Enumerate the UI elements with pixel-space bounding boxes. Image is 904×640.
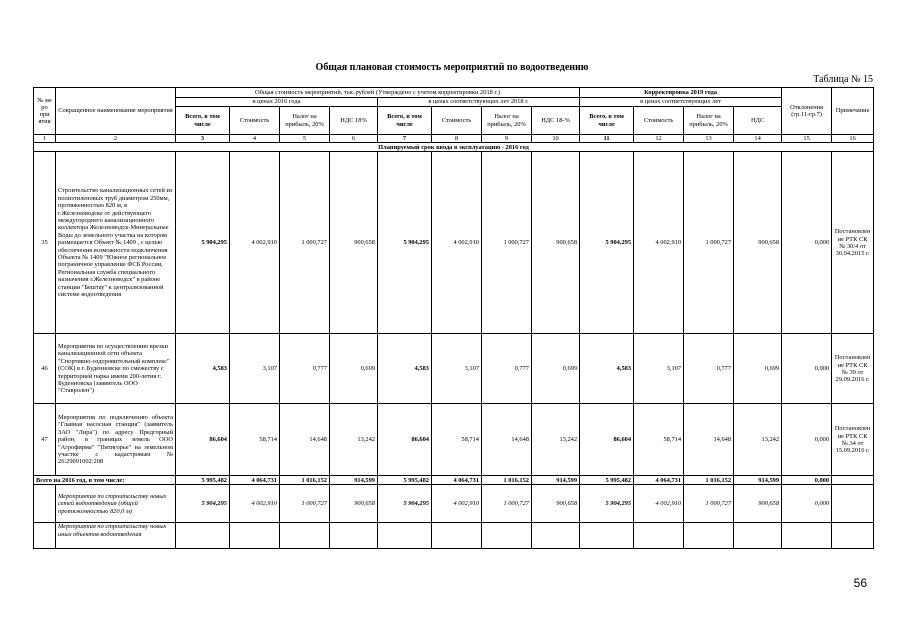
sub-2018-header: в ценах соответствующих лет 2018 г. (378, 98, 580, 107)
cell-value: 86,604 (580, 404, 634, 476)
cell-value: 3,107 (432, 334, 482, 404)
cell-value (580, 523, 634, 549)
col-number: 16 (832, 135, 874, 143)
cell-value: 58,714 (432, 404, 482, 476)
col-number: 12 (634, 135, 684, 143)
col-number: 9 (482, 135, 532, 143)
cell-value: 900,658 (330, 152, 378, 334)
cell-value (432, 523, 482, 549)
cell-value: 4 002,910 (432, 152, 482, 334)
cell-value: 5 995,482 (378, 476, 432, 485)
row-name: Мероприятия по осуществлению врезки канализационной сети объекта "Спортивно-оздоровительный комплекс" (СОК) в г. Буденновске по смежеству с территорией парка имени 200-летия г. Буденновска (заявитель ООО "Ставролен") (56, 334, 176, 404)
col-number: 5 (280, 135, 330, 143)
cell-value: 900,658 (532, 485, 580, 523)
cost-header: Стоимость (432, 107, 482, 135)
cell-value: 0,777 (684, 334, 734, 404)
cell-value: 0,000 (782, 404, 832, 476)
vat-header: НДС (734, 107, 782, 135)
col-number: 15 (782, 135, 832, 143)
cell-value: 4 002,910 (634, 152, 684, 334)
row-number: 46 (34, 334, 56, 404)
cell-value (176, 523, 230, 549)
total-incl-header: Всего, в том числе (176, 107, 230, 135)
cell-value: 5 995,482 (176, 476, 230, 485)
cell-value: 0,777 (280, 334, 330, 404)
row-name: Мероприятия по подключению объекта "Главная насосная станция" (заявитель ЗАО "Лира") по адресу Предгорный район, в границах земель ООО "Агрофирма" "Пятигорье" на земельном участке с кадастровым № 26:29091002:208 (56, 404, 176, 476)
empty-cell (832, 476, 874, 485)
cell-value: 5 995,482 (580, 476, 634, 485)
col-number: 8 (432, 135, 482, 143)
empty-cell (832, 485, 874, 523)
cell-value: 4,583 (378, 334, 432, 404)
document-title: Общая плановая стоимость мероприятий по водоотведению (315, 62, 589, 73)
cell-value: 5 904,295 (580, 485, 634, 523)
cell-value: 1 000,727 (684, 485, 734, 523)
total-incl-header: Всего, в том числе (378, 107, 432, 135)
cell-value: 3,107 (634, 334, 684, 404)
cell-value: 1 000,727 (280, 152, 330, 334)
row-note: Постановлен ие РТК СК № 34 от 15.09.2016 г. (832, 404, 874, 476)
cell-value: 1 016,152 (684, 476, 734, 485)
cell-value (230, 523, 280, 549)
vat-header: НДС 18-% (532, 107, 580, 135)
col-number: 7 (378, 135, 432, 143)
table-row (34, 404, 874, 476)
cell-value: 0,000 (782, 476, 832, 485)
sub-row (34, 523, 874, 549)
cell-value (532, 523, 580, 549)
col-number: 4 (230, 135, 280, 143)
cell-value (634, 523, 684, 549)
total-label: Всего на 2016 год, в том числе: (34, 476, 176, 485)
cell-value: 1 000,727 (482, 152, 532, 334)
cell-value: 86,604 (378, 404, 432, 476)
cost-header: Стоимость (230, 107, 280, 135)
cell-value (482, 523, 532, 549)
cell-value: 5 904,295 (176, 485, 230, 523)
cell-value: 914,599 (734, 476, 782, 485)
header-row-1 (34, 88, 874, 98)
cell-value: 14,648 (482, 404, 532, 476)
sub-row-name: Мероприятия по строительству новых иных объектов водоотведения (56, 523, 176, 549)
cell-value: 1 016,152 (280, 476, 330, 485)
table-number: Таблица № 15 (813, 74, 873, 85)
table-row (34, 152, 874, 334)
col-number: 2 (56, 135, 176, 143)
cell-value (378, 523, 432, 549)
sub-years-header: в ценах соответствующих лет (580, 98, 782, 107)
row-note: Постановлен ие РТК СК № 30/4 от 30.04.2015 г. (832, 152, 874, 334)
cell-value: 4,583 (176, 334, 230, 404)
col-number: 11 (580, 135, 634, 143)
cell-value: 0,000 (782, 485, 832, 523)
cell-value: 5 904,295 (378, 152, 432, 334)
empty-cell (34, 485, 56, 523)
page-number: 56 (853, 576, 867, 590)
sub-2016-header: в ценах 2016 года (176, 98, 378, 107)
cell-value: 1 000,727 (280, 485, 330, 523)
profit-tax-header: Налог на прибыль, 20% (482, 107, 532, 135)
cell-value: 3,107 (230, 334, 280, 404)
profit-tax-header: Налог на прибыль, 20% (280, 107, 330, 135)
cell-value: 4 002,910 (432, 485, 482, 523)
cell-value: 4,583 (580, 334, 634, 404)
cell-value: 4 002,910 (634, 485, 684, 523)
empty-cell (832, 523, 874, 549)
section-title: Планируемый срок ввода в эксплуатацию - 2016 год (34, 143, 874, 152)
cell-value: 13,242 (532, 404, 580, 476)
cell-value: 0,699 (734, 334, 782, 404)
cell-value: 86,604 (176, 404, 230, 476)
sub-row-name: Мероприятия по строительству новых сетей водоотведения (общей протяженностью 820,0 м) (56, 485, 176, 523)
row-number: 35 (34, 152, 56, 334)
cell-value: 1 000,727 (684, 152, 734, 334)
cell-value: 4 002,910 (230, 152, 280, 334)
cell-value: 0,000 (782, 152, 832, 334)
col-number: 14 (734, 135, 782, 143)
row-note: Постановлен ие РТК СК № 39 от 29.09.2016 г. (832, 334, 874, 404)
cell-value: 58,714 (634, 404, 684, 476)
cell-value: 4 064,731 (634, 476, 684, 485)
section-row (34, 143, 874, 152)
cell-value: 1 016,152 (482, 476, 532, 485)
cell-value: 1 000,727 (482, 485, 532, 523)
cell-value: 5 904,295 (378, 485, 432, 523)
col-num-header: № ме ро при ятия (34, 88, 56, 135)
col-number: 3 (176, 135, 230, 143)
cell-value: 0,699 (532, 334, 580, 404)
cell-value: 14,648 (280, 404, 330, 476)
cell-value: 900,658 (734, 152, 782, 334)
cell-value: 5 904,295 (580, 152, 634, 334)
cell-value (280, 523, 330, 549)
cell-value: 13,242 (734, 404, 782, 476)
col-number: 6 (330, 135, 378, 143)
col-number: 13 (684, 135, 734, 143)
group-2019-header: Корректировка 2019 года (580, 88, 782, 98)
cell-value: 900,658 (330, 485, 378, 523)
cell-value: 900,658 (532, 152, 580, 334)
total-row (34, 476, 874, 485)
total-incl-header: Всего, в том числе (580, 107, 634, 135)
cell-value: 0,000 (782, 334, 832, 404)
group-total-header: Общая стоимость мероприятий, тыс.рублей (Утверждено с учетом корректировки 2018 г.) (176, 88, 580, 98)
vat-header: НДС 18% (330, 107, 378, 135)
cell-value: 914,599 (330, 476, 378, 485)
cell-value: 13,242 (330, 404, 378, 476)
sub-row (34, 485, 874, 523)
col-prim-header: Примечание (832, 88, 874, 135)
cell-value: 5 904,295 (176, 152, 230, 334)
row-number: 47 (34, 404, 56, 476)
cell-value (330, 523, 378, 549)
cell-value: 914,599 (532, 476, 580, 485)
col-number: 1 (34, 135, 56, 143)
cell-value: 14,648 (684, 404, 734, 476)
cell-value (684, 523, 734, 549)
cell-value (734, 523, 782, 549)
cell-value: 4 002,910 (230, 485, 280, 523)
row-name: Строительство канализационных сетей из полиэтиленовых труб диаметром 250мм, протяженностью 820 м, в г.Железноводске от действующего междугороднего канализационного коллектора Железноводск-Минеральные Воды до земельного участка на котором размещается Объект № 1409 , с целью обеспечения возможности подключения Объекта № 1409 "Южное региональное пограничное управление ФСБ России, Региональная служба специального назначения г.Железноводск" в районе станции "Бештау" к централизованной системе водоотведения (56, 152, 176, 334)
cell-value: 900,658 (734, 485, 782, 523)
col-otkl-header: Отклонения (гр.11-гр.7) (782, 88, 832, 135)
col-number: 10 (532, 135, 580, 143)
cost-table (33, 87, 874, 549)
table-row (34, 334, 874, 404)
cell-value: 0,699 (330, 334, 378, 404)
empty-cell (34, 523, 56, 549)
column-number-row (34, 135, 874, 143)
cell-value: 0,777 (482, 334, 532, 404)
profit-tax-header: Налог на прибыль, 20% (684, 107, 734, 135)
cell-value: 4 064,731 (230, 476, 280, 485)
cell-value (782, 523, 832, 549)
cell-value: 58,714 (230, 404, 280, 476)
col-name-header: Сокращенное наименование мероприятия (56, 88, 176, 135)
cell-value: 4 064,731 (432, 476, 482, 485)
cost-header: Стоимость (634, 107, 684, 135)
